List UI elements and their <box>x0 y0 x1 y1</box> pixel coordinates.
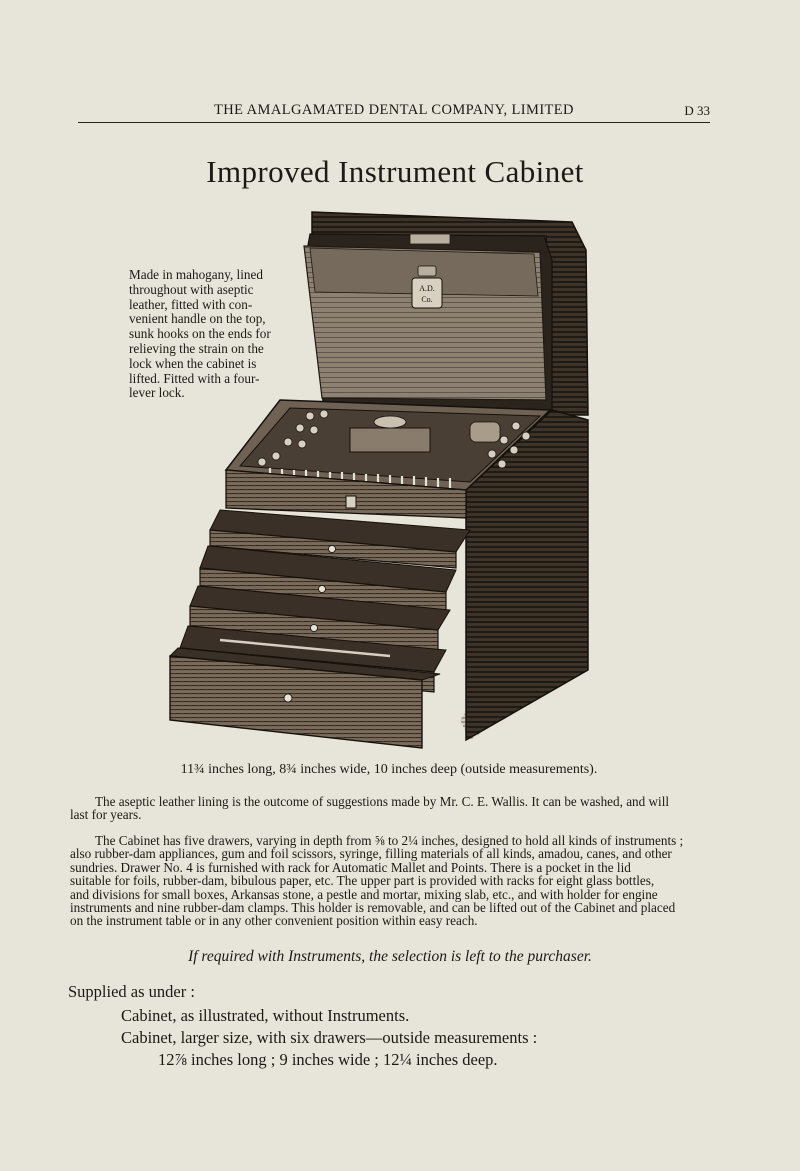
drawers <box>170 510 470 748</box>
paragraph-line: sundries. Drawer No. 4 is furnished with rack for Automatic Mallet and Points. There is a pocket in the lid <box>70 859 631 875</box>
paragraph-aseptic-lining <box>70 795 710 822</box>
option-standard-cabinet: Cabinet, as illustrated, without Instruments. <box>121 1006 410 1025</box>
side-note-line: sunk hooks on the ends for <box>129 326 271 342</box>
selection-note: If required with Instruments, the selection is left to the purchaser. <box>188 948 592 965</box>
side-note-line: lock when the cabinet is <box>129 355 257 371</box>
paragraph-line: on the instrument table or in any other convenient position within easy reach. <box>70 913 478 929</box>
lid-label-line: A.D. <box>419 284 435 293</box>
option-larger-measurements: 12⅞ inches long ; 9 inches wide ; 12¼ inches deep. <box>158 1050 498 1069</box>
side-note-line: relieving the strain on the <box>129 340 264 356</box>
paragraph-line: also rubber-dam appliances, gum and foil scissors, syringe, filling materials of all kinds, amadou, canes, and other <box>70 846 672 862</box>
drawer-knob <box>311 625 318 632</box>
paragraph-line: and divisions for small boxes, Arkansas stone, a pestle and mortar, mixing slab, etc., and with holder for engine <box>70 886 658 902</box>
tray-compartment <box>350 428 430 452</box>
side-note-line: lever lock. <box>129 385 185 401</box>
tray-box <box>470 422 500 442</box>
supplied-heading: Supplied as under : <box>68 982 195 1001</box>
paragraph-line: suitable for foils, rubber-dam, bibulous paper, etc. The upper part is provided with racks for eight glass bottles, <box>70 873 655 889</box>
paragraph-line: instruments and nine rubber-dam clamps. This holder is removable, and can be lifted out of the Cabinet and placed <box>70 900 676 916</box>
paragraph-line: The aseptic leather lining is the outcome of suggestions made by Mr. C. E. Wallis. It can be washed, and will <box>95 794 670 809</box>
option-larger-cabinet: Cabinet, larger size, with six drawers—outside measurements : <box>121 1028 538 1047</box>
side-note-line: lifted. Fitted with a four- <box>129 370 260 386</box>
running-head <box>78 102 710 123</box>
cabinet-lid <box>304 212 588 415</box>
page-title: Improved Instrument Cabinet <box>206 154 584 189</box>
cabinet-engraving <box>160 200 600 755</box>
lid-hinge-plate <box>410 234 450 244</box>
drawer-knob <box>329 546 336 553</box>
lock-escutcheon <box>346 496 356 508</box>
side-note-line: venient handle on the top, <box>129 311 266 327</box>
side-note-line: Made in mahogany, lined <box>129 267 263 282</box>
mortar-bowl <box>374 416 406 428</box>
side-note-line: leather, fitted with con- <box>129 296 253 312</box>
drawer-knob <box>319 586 326 593</box>
measurements-caption: 11¾ inches long, 8¾ inches wide, 10 inches deep (outside measurements). <box>180 762 598 777</box>
paragraph-drawers <box>70 834 710 928</box>
page-number: D 33 <box>684 103 710 118</box>
paragraph-line: last for years. <box>70 807 142 823</box>
lid-label-line: Co. <box>421 295 433 304</box>
company-name: THE AMALGAMATED DENTAL COMPANY, LIMITED <box>214 102 574 118</box>
paragraph-line: The Cabinet has five drawers, varying in depth from ⅝ to 2¼ inches, designed to hold all kinds of instruments ; <box>95 833 684 848</box>
side-note-line: throughout with aseptic <box>129 281 254 297</box>
drawer-knob <box>284 694 292 702</box>
